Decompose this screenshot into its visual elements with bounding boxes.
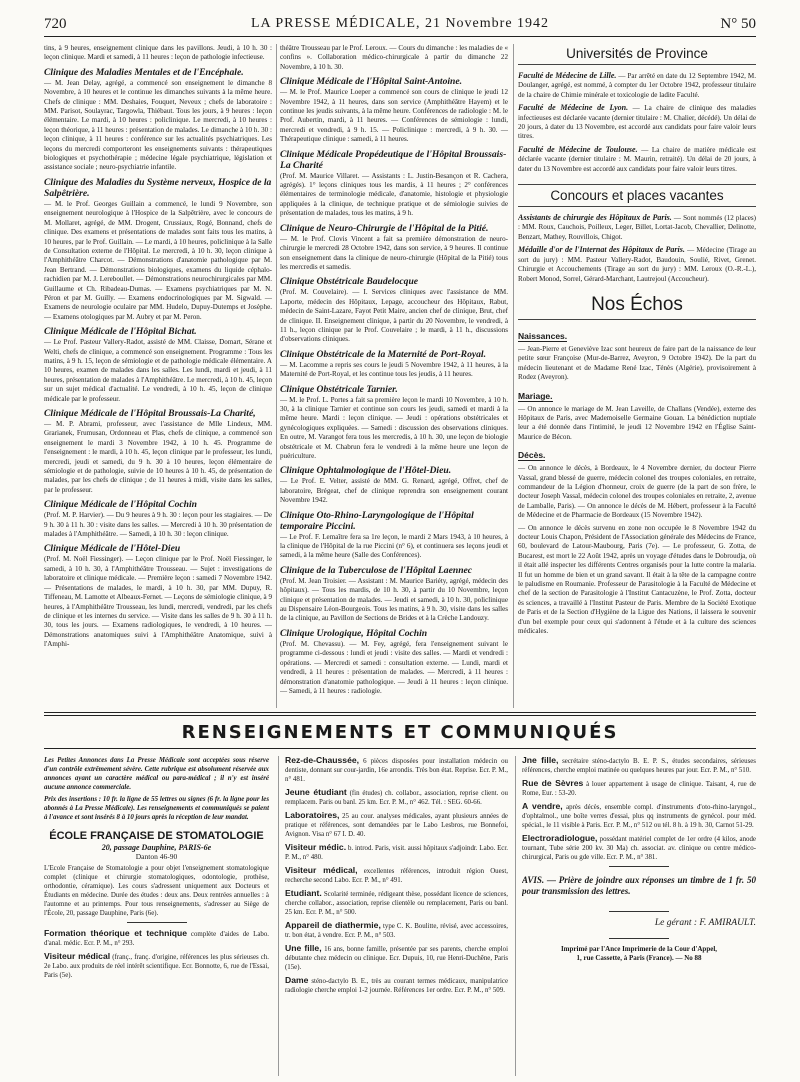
ad-text: complète d'aides de Labo. d'anal. médic. Ecr. P. M., n° 293. xyxy=(44,931,269,947)
section-divider xyxy=(44,748,756,749)
ad-lead: Une fille, xyxy=(285,943,322,953)
ad-text: après décès, ensemble compl. d'instruments d'oto-rhino-laryngol., d'ophtalmol., une boîte verres d'essai, plus qq instruments de gynécol. pour méd. spécial., le 11 visible à Paris. Ecr. P. M., n° 512 ou tél. 8 h. à 19 h. 30, Carnot 51-29. xyxy=(522,804,756,829)
item-lead: Faculté de Médecine de Toulouse. xyxy=(518,144,638,154)
item-lead: Assistants de chirurgie des Hôpitaux de Paris. xyxy=(518,213,672,223)
banner-title: RENSEIGNEMENTS ET COMMUNIQUÉS xyxy=(181,722,619,743)
ad-text: type C. K. Boulitte, révisé, avec accessoires, tr. bon état, à vendre. Ecr. P. M., n° 503. xyxy=(285,923,508,939)
ad-lead: A vendre, xyxy=(522,801,563,811)
paragraph xyxy=(518,245,756,284)
divider xyxy=(609,938,669,939)
classified-ad xyxy=(285,811,508,839)
ad-lead: Visiteur médical xyxy=(44,951,111,961)
column-divider xyxy=(515,756,516,1076)
ad-lead: Laboratoires, xyxy=(285,810,340,820)
section-heading: Clinique Médicale de l'Hôpital Cochin xyxy=(44,499,197,511)
classified-ad xyxy=(285,889,508,917)
ad-text: sténo-dactylo B. E., très au courant termes médicaux, manipulatrice radiologie cherche emploi 1-2 journée. Références 1er ordre. Ecr. P. M., n° 509. xyxy=(285,978,508,994)
item-text: — La chaire de clinique des maladies infectieuses est déclarée vacante (dernier titulaire : M. Chalier, décédé). Un délai de 20 jours, à dater du 13 Novembre, est accordé aux candidats pour faire valoir leurs titres. xyxy=(518,104,756,141)
section-heading: Clinique Médicale de l'Hôpital Saint-Antoine. xyxy=(280,76,463,88)
item-lead: Faculté de Médecine de Lille. xyxy=(518,71,617,80)
ad-text: à louer appartement à usage de clinique. Taisant, 4, rue de Rome, Eur. : 53-20. xyxy=(522,781,756,797)
section-divider xyxy=(44,712,756,713)
ecole-title: ÉCOLE FRANÇAISE DE STOMATOLOGIE xyxy=(49,830,264,842)
ad-lead: Appareil de diathermie, xyxy=(285,920,381,930)
bottom-column-2 xyxy=(285,756,508,1076)
ecole-address: 20, passage Dauphine, PARIS-6e xyxy=(101,843,212,852)
column-divider xyxy=(276,44,277,708)
classified-ad xyxy=(522,802,756,830)
paragraph: (Prof. M. Couvelaire). — I. Services cliniques avec l'assistance de MM. Laporte, médecin des Hôpitaux, Lepage, accoucheur des Hôpitaux, Rabut, médecin de Saint-Lazare, Fayot Petit Maire, ancien chef de clinique, Brut, chef de clinique. II. Enseignement clinique, à partir du 20 Novembre, le vendredi, à 11 h., leçon clinique par le Prof. Couvelaire ; le mardi, à 11 h., discussions d'observations cliniques. xyxy=(280,288,508,344)
journal-title: LA PRESSE MÉDICALE, 21 Novembre 1942 xyxy=(250,16,550,31)
column-2 xyxy=(280,44,508,708)
paragraph: — M. le Prof. Georges Guillain a commencé, le lundi 9 Novembre, son enseignement neurologique à l'Hospice de la Salpêtrière, avec le concours de M. Mollaret, agrégé, de MM. Drogent, Crussiaux, Rogé, Bonnand, chefs de clinique. Des examens et présentations de malades sont faits tous les matins, à 10 heures, par le Prof. Guillain. — Le mardi, à 10 heures, policlinique à la Salle de Consultation externe de l'Hôpital. Le mercredi, à 10 h. 30, leçon clinique à l'Amphithéâtre Charcot. — Démonstrations d'anatomie pathologique par M. Jean Bertrand. — Démonstrations biologiques, examens du liquide céphalo-rachidien par M. J. Lereboullet. — Démonstrations neurochirurgicales par MM. Guillaume et Ch. Ribadeau-Dumas. — Examens psychiatriques par M. N. Péron et par M. Guilly. — Examens endocrinologiques par M. Sigwald. — Examens de neurologie oculaire par MM. Hudelo, Dupuy-Dutemps et Josèphe. — Examens otologiques par M. Aubry et par M. Peron. xyxy=(44,199,272,321)
section-title-echos: Nos Échos xyxy=(518,294,756,320)
ad-lead: Rez-de-Chaussée, xyxy=(285,756,360,765)
top-section xyxy=(44,44,756,708)
paragraph: — M. le Prof. L. Portes a fait sa première leçon le mardi 10 Novembre, à 10 h. 30, à la clinique Tarnier et continue son cours les jeudi, samedi et mardi à la même heure. Mardi : leçon clinique. — Jeudi : opérations obstétricales et gynécologiques expliquées. — Samedi : discussion des observations cliniques. En outre, M. Varangot fera tous les mercredis, à 10 h. 30, une leçon de biologie obstétricale et M. Chabrun fera le vendredi à la même heure une leçon de puériculture. xyxy=(280,395,508,460)
paragraph: tins, à 9 heures, enseignement clinique dans les pavillons. Jeudi, à 10 h. 30 : leçon clinique. Mardi et samedi, à 11 heures : leçon de pathologie infectieuse. xyxy=(44,44,272,62)
classified-ad xyxy=(285,788,508,807)
paragraph: — M. Lacomme a repris ses cours le jeudi 5 Novembre 1942, à 11 heures, à la Maternité de Port-Royal, et les continue tous les jeudis, à 11 heures. xyxy=(280,360,508,379)
page-header xyxy=(44,14,756,37)
paragraph: — Le Prof. E. Velter, assisté de MM. G. Renard, agrégé, Offret, chef de laboratoire, Brégeat, chef de clinique reprendra son enseignement courant Novembre 1942. xyxy=(280,477,508,505)
issue-number: N° 50 xyxy=(720,16,756,32)
classified-ad xyxy=(44,952,269,980)
paragraph: — M. P. Abrami, professeur, avec l'assistance de Mlle Lindeux, MM. Grarianek, Frumusan, Ordonneau et Plas, chefs de clinique, a commencé son enseignement le mardi 3 Novembre 1942, à 10 h. 45. Programme de l'enseignement : le mardi, à 10 h. 45, leçon clinique par le professeur, les lundi, mercredi, jeudi et samedi, du 9 h. 30 à 10 heures, leçon élémentaire de sémiologie et de pathologie, suivie de 10 heures à 10 h. 45, de présentation de malades, par les chefs de clinique ; de 11 heures à midi, visite dans les salles, par le professeur. xyxy=(44,420,272,494)
paragraph xyxy=(518,103,756,142)
paragraph: — Le Prof. Pasteur Vallery-Radot, assisté de MM. Claisse, Domart, Sérane et Welti, chefs de clinique, a commencé son enseignement. Programme : Tous les matins, à 9 h. 15, leçon de sémiologie et de pathologie médicale élémentaire. A 10 heures, examen de malades dans les salles. Les lundi, mardi et jeudi, à 11 heures, présentation de malades à l'Amphithéâtre. Le mercredi, à 10 h. 45, leçon sur un sujet médical d'actualité. Le vendredi, à 10 h. 45, leçon de clinique médicale par le professeur. xyxy=(44,338,272,403)
paragraph: (Prof. M. Noël Fiessinger). — Leçon clinique par le Prof. Noël Fiessinger, le samedi, à 10 h. 30, à l'Amphithéâtre Trousseau. — Sujet : investigations de laboratoire et clinique médicale. — Première leçon : samedi 7 Novembre 1942. — Présentations de malades, le mardi, à 10 h. 30, par MM. Dupuy, R. Tiffeneau, M. Lamotte et Albeaux-Fernet. — Leçons de sémiologie clinique, à 9 heures, à l'Amphithéâtre Trousseau, les lundi, mercredi, vendredi, par les chefs de clinique et les internes du service. — Visite dans les salles de 9 h. 30 à 11 h. 30, tous les jours. — Examens radiologiques, le vendredi, à 10 heures. — Démonstrations anatomiques suivi à l'Amphithéâtre Anatomique, suivi à l'Amphi- xyxy=(44,555,272,649)
section-heading: Clinique des Maladies Mentales et de l'Encéphale. xyxy=(44,66,244,78)
subsection-label: Naissances. xyxy=(518,330,568,341)
section-heading: Clinique de Neuro-Chirurgie de l'Hôpital de la Pitié. xyxy=(280,222,489,234)
section-heading: Clinique de la Tuberculose de l'Hôpital Laennec xyxy=(280,564,473,576)
ad-lead: Jeune étudiant xyxy=(285,787,347,797)
divider xyxy=(609,911,669,912)
ecole-phone: Danton 46-90 xyxy=(135,852,178,861)
section-heading: Clinique Médicale Propédeutique de l'Hôpital Broussais-La Charité xyxy=(280,148,507,171)
section-heading: Clinique Obstétricale Tarnier. xyxy=(280,383,398,395)
page-number: 720 xyxy=(44,16,67,32)
section-heading: Clinique Oto-Rhino-Laryngologique de l'Hôpital temporaire Piccini. xyxy=(280,509,474,532)
section-heading: Clinique Obstétricale Baudelocque xyxy=(280,276,419,288)
classified-ad xyxy=(285,756,508,784)
classified-ad xyxy=(285,944,508,972)
ad-text: Scolarité terminée, rédigeant thèse, possédant licence de sciences, cherche collabor., association, reprise clientèle ou remplacement, Paris ou banl. 25 km. Ecr. P. M., n° 500. xyxy=(285,891,508,916)
divider xyxy=(127,922,187,923)
paragraph: — M. le Prof. Maurice Loeper a commencé son cours de clinique le jeudi 12 Novembre 1942, à 11 heures, dans son service (Amphithéâtre Hayem) et le continue les jeudis suivants, à la même heure. Conférences de radiologie : M. le Prof. Aubertin, mardi, à 11 heures. — Conférences de sémiologie : lundi, mercredi et vendredi, à 9 h. 15. — Policlinique : mercredi, à 9 h. 30. — Thérapeutique clinique : samedi, à 11 heures. xyxy=(280,88,508,144)
ad-lead: Dame xyxy=(285,975,309,985)
bottom-column-3 xyxy=(522,756,756,1076)
section-heading: Clinique Médicale de l'Hôpital Bichat. xyxy=(44,326,197,338)
publisher-manager: Le gérant : F. AMIRAULT. xyxy=(654,918,756,928)
ad-text: excellentes références, introduit région Ouest, recherche second Labo. Ecr. P. M., n° 491. xyxy=(285,868,508,884)
ad-text: (franç., franç. d'origine, références les plus sérieuses ch. 2e Labo. aux produits de réel intérêt scientifique. Ecr. Bonnotte, 6, rue de l'Essai, Paris (5e). xyxy=(44,954,269,979)
classifieds-intro: Les Petites Annonces dans La Presse Médicale sont acceptées sous réserve d'un contrôle extrêmement sévère. Cette rubrique est absolument réservée aux annonces ayant un caractère médical ou para-médical ; il n'y est inséré aucune annonce commerciale. xyxy=(44,757,269,791)
column-3 xyxy=(518,44,756,708)
paragraph: — M. Jean Delay, agrégé, a commencé son enseignement le dimanche 8 Novembre, à 10 heures et le continue les dimanches suivants à la même heure. Chefs de clinique : MM. Deshaies, Fouquet, Neveux ; chefs de laboratoire : MM. Parisot, Soulayrac, Targowla, Thiébaut. Tous les jours, à 9 heures : leçon élémentaire. Le mardi, à 10 heures : policlinique. Le mercredi, à 10 heures : leçon théorique, à 11 heures : présentation de malades. Le dimanche à 10 h. 30 : leçon clinique, à 11 heures : conférence sur les actualités psychiatriques. Les leçons du mercredi comporteront les enseignements suivants : thérapeutiques biologiques et psychothérapie ; médecine légale psychiatrique, législation et assistance sociale ; neuro-psychiatrie infantile. xyxy=(44,78,272,172)
ad-text: 25 au cour. analyses médicales, ayant plusieurs années de pratique et références, sont demandées par le Labo Lesbros, rue Bonnefoi, Avignon. Visa n° 67 I. D. 40. xyxy=(285,813,508,838)
item-text: — La chaire de matière médicale est déclarée vacante (dernier titulaire : M. Maurin, retraité). Un délai de 20 jours, à dater du 13 Novembre est accordé aux candidats pour faire valoir leurs titres. xyxy=(518,145,756,173)
ad-lead: Rue de Sèvres xyxy=(522,778,584,788)
section-heading: Clinique Médicale de l'Hôtel-Dieu xyxy=(44,543,181,555)
column-1 xyxy=(44,44,272,708)
section-title-universites: Universités de Province xyxy=(518,46,756,65)
classified-ad xyxy=(522,834,756,862)
bottom-column-1 xyxy=(44,756,269,1076)
paragraph: théâtre Trousseau par le Prof. Leroux. — Cours du dimanche : les maladies de « confins ». Collaboration médico-chirurgicale à partir du dimanche 22 Novembre, à 10 h. 30. xyxy=(280,44,508,71)
paragraph: — On annonce le décès, à Bordeaux, le 4 Novembre dernier, du docteur Pierre Vassal, grand blessé de guerre, médecin colonel des troupes coloniales, en retraite, commandeur de la Légion d'honneur, croix de guerre (de la part de son frère, le docteur Joseph Vassal, médecin colonel des troupes coloniales en retraite, 2, avenue de Lamballe, Paris). — On annonce le décès de M. Hébert, professeur à la Faculté de Médecine et de Pharmacie de Bordeaux (15 Novembre 1942). xyxy=(518,464,756,520)
section-heading: Clinique Médicale de l'Hôpital Broussais-La Charité, xyxy=(44,408,256,419)
ad-text: b. introd. Paris, visit. aussi hôpitaux s'adjoindr. Labo. Ecr. P. M., n° 480. xyxy=(285,845,508,861)
ecole-description: L'Ecole Française de Stomatologie a pour objet l'enseignement stomatologique complet (clinique et chirurgie stomatologiques, odontologie, prothèse, orthodontie, céramique). Les cours s'adressent uniquement aux Docteurs et Étudiants en médecine. Durée des études : deux ans. Deux rentrées annuelles : à l'automne et au printemps. Pour tous renseignements, s'adresser au Siège de l'École, 20, passage Dauphine, Paris (6e). xyxy=(44,865,269,917)
column-divider xyxy=(513,44,514,708)
paragraph: — Jean-Pierre et Geneviève Izac sont heureux de faire part de la naissance de leur petite sœur Françoise (Mur-de-Barrez, Aveyron, 9 Octobre 1942). De la part du médecin lieutenant et de Madame René Izac, Ténès (Algérie), provisoirement à Rodez (Aveyron). xyxy=(518,344,756,382)
item-text: — Médecine (Tirage au sort du jury) : MM. Pasteur Vallery-Radot, Baudouin, Soulié, Rivet, Grenet. Chirurgie et Accouchements (Tirage au sort du jury) : MM. Leroux (O.-R.-L.), Robert Monod, Sorrel, Gérard-Marchant, Lautrejoul (Accoucheur). xyxy=(518,246,756,283)
ad-lead: Formation théorique et technique xyxy=(44,928,188,938)
paragraph: — On annonce le décès survenu en zone non occupée le 8 Novembre 1942 du docteur Louis Chapon, Président de l'Association générale des Médecins de France, 60, boulevard de Latour-Maubourg, Paris (7e). — Le professeur, G. Zotta, de Bucarest, est mort le 22 Août 1942, après un voyage d'études dans le Dobroudja, où il était allé inspecter les différents Centres organisés pour la lutte contre la malaria. Il fut un homme de bien et un grand savant. Il était à la tête de la campagne contre le paludisme en Roumanie. Professeur de Parasitologie à la Faculté de Médecine et chef de la section de Parasitologie à l'Institut Cantacuzène, le Prof. Zotta, docteur ès sciences, a travaillé à l'Institut Pasteur de Paris. Membre de la Société Exotique de Paris et de la Section d'Hygiène de la Ligue des Nations, il laissera le souvenir d'un bel exemple pour ceux qui s'adonnent à l'étude et à la culture des sciences médicales. xyxy=(518,523,756,636)
paragraph xyxy=(518,213,756,242)
ad-text: possédant matériel complet de 1er ordre (4 kilos, anode tournant, Tube série 200 kv. 30 Ma) ch. associat. av. clinique ou centre médico-chirurgical, Paris ou gde ville. Ecr. P. M., n° 381. xyxy=(522,836,756,861)
classified-ad xyxy=(44,929,269,948)
paragraph: (Prof. M. P. Harvier). — Du 9 heures à 9 h. 30 : leçon pour les stagiaires. — De 9 h. 30 à 11 h. 30 : visite dans les salles. — Mercredi à 10 h. 30 présentation de malades à l'Amphithéâtre. — Samedi, à 10 h. 30 : leçon clinique. xyxy=(44,511,272,539)
classifieds-prices: Prix des insertions : 10 fr. la ligne de 55 lettres ou signes (6 fr. la ligne pour les abonnés à La Presse Médicale). Les renseignements et communiqués se paient à l'avance et sont insérés 8 à 10 jours après la réception de leur mandat. xyxy=(44,796,269,821)
classified-ad xyxy=(285,921,508,940)
ad-text: 16 ans, bonne famille, présentée par ses parents, cherche emploi débutante chez médecin ou clinique. Ecr. Dupuis, 10, rue Henri-Duchêne, Paris (15e). xyxy=(285,946,508,971)
classified-ad xyxy=(522,756,756,775)
paragraph: (Prof. M. Jean Troisier. — Assistant : M. Maurice Bariéty, agrégé, médecin des hôpitaux). — Tous les mardis, de 10 h. 30, à partir du 10 Novembre, leçon clinique et présentation de malades. — Jeudi et samedi, à 10 h. 30, policlinique au Dispensaire Léon-Bourgeois. Tous les matins, à 9 h. 30, visite dans les salles de la clinique, au Pavillon de Sections de Brides et à la Crèche Landouzy. xyxy=(280,576,508,623)
avis-notice: AVIS. — Prière de joindre aux réponses un timbre de 1 fr. 50 pour transmission des lettres. xyxy=(522,875,756,896)
ad-lead: Visiteur médical, xyxy=(285,865,358,875)
item-lead: Médaille d'or de l'Internat des Hôpitaux de Paris. xyxy=(518,245,685,255)
ad-text: secrétaire sténo-dactylo B. E. P. S., études secondaires, sérieuses références, cherche emploi matinée ou quelques heures par jour. Ecr. P. M., n° 510. xyxy=(522,758,756,774)
ad-lead: Jne fille, xyxy=(522,756,559,765)
section-heading: Clinique des Maladies du Système nerveux, Hospice de la Salpêtrière. xyxy=(44,176,272,199)
ad-lead: Electroradiologue, xyxy=(522,833,598,843)
printer-line-2: 1, rue Cassette, à Paris (France). — No 88 xyxy=(576,954,702,962)
paragraph: — Le Prof. F. Lemaître fera sa 1re leçon, le mardi 2 Mars 1943, à 10 heures, à la clinique de l'Hôpital de la rue Piccini (n° 6), et continuera ses leçons jeudi et samedi, à la même heure (Salle des Conférences). xyxy=(280,532,508,560)
ad-text: 6 pièces disposées pour installation médecin ou dentiste, donnant sur cour-jardin, 16e arrondis. Très bon état. Reprise. Ecr. P. M., n° 481. xyxy=(285,758,508,783)
paragraph: — On annonce le mariage de M. Jean Laveille, de Challans (Vendée), externe des Hôpitaux de Paris, avec Mademoiselle Germaine Gouan. La bénédiction nuptiale leur a été donnée dans l'intimité, le jeudi 12 Novembre 1942 en l'Église Saint-Maurice de Bécon. xyxy=(518,404,756,441)
paragraph: (Prof. M. Maurice Villaret. — Assistants : L. Justin-Besançon et R. Cachera, agrégés). 1° leçons cliniques tous les mardis, à 11 heures ; 2° conférences élémentaires de terminologie médicale, d'anatomie, histologie et physiologie appliquées à la clinique, de technique pratique et de sémiologie suivies de présentation de malades, tous les matins, à 9 h. xyxy=(280,171,508,218)
paragraph xyxy=(518,71,756,100)
ad-text: (fin études) ch. collabor., association, reprise client. ou remplacem. Paris ou banl. 25 km. Ecr. P. M., n° 462. Tél. : SEG. 60-66. xyxy=(285,790,508,806)
divider xyxy=(609,866,669,867)
classified-ad xyxy=(522,779,756,798)
column-divider xyxy=(278,756,279,1076)
classified-ad xyxy=(285,866,508,885)
item-text: — Sont nommés (12 places) : MM. Roux, Cauchois, Poilleux, Leger, Billet, Lortat-Jacob, Chevallier, Delinotte, Benzart, Mathey, Rouvillois, Chigot. xyxy=(518,214,756,241)
paragraph: — M. le Prof. Clovis Vincent a fait sa première démonstration de neuro-chirurgie le mercredi 28 Octobre 1942, dans son service, à 9 heures. Il continue son enseignement dans la clinique de neuro-chirurgie (Hôpital de la Pitié) tous les mercredis et samedis. xyxy=(280,234,508,271)
item-lead: Faculté de Médecine de Lyon. xyxy=(518,103,629,113)
printer-line-1: Imprimé par l'Ance Imprimerie de la Cour d'Appel, xyxy=(560,945,718,953)
ad-lead: Visiteur médic. xyxy=(285,842,347,852)
section-title-concours: Concours et places vacantes xyxy=(518,184,756,207)
section-heading: Clinique Urologique, Hôpital Cochin xyxy=(280,627,428,639)
bottom-section xyxy=(44,756,756,1076)
section-heading: Clinique Obstétricale de la Maternité de Port-Royal. xyxy=(280,348,486,360)
item-text: — Par arrêté en date du 12 Septembre 1942, M. Doulanger, agrégé, est nommé, à compter du 1er Octobre 1942, professeur titulaire de la chaire de Chimie minérale et toxicologie de ladite Faculté. xyxy=(518,72,756,99)
subsection-label: Décès. xyxy=(518,450,546,461)
classified-ad xyxy=(285,976,508,995)
section-divider xyxy=(44,715,756,716)
section-heading: Clinique Ophtalmologique de l'Hôtel-Dieu. xyxy=(280,465,452,477)
paragraph: (Prof. M. Chevassu). — M. Fey, agrégé, fera l'enseignement suivant le programme ci-dessous : lundi et jeudi : visite des salles. — Mardi et vendredi : opérations. — Mercredi et samedi : consultation externe. — Lundi, mardi et vendredi, à 11 heures : présentation de malades. — Mercredi, à 11 heures : démonstration d'anatomie pathologique. — Jeudi à 11 heures : leçon clinique. — Samedi, à 11 heures : radiologie. xyxy=(280,639,508,695)
subsection-label: Mariage. xyxy=(518,390,553,401)
classified-ad xyxy=(285,843,508,862)
paragraph xyxy=(518,145,756,174)
ad-lead: Etudiant. xyxy=(285,888,322,898)
